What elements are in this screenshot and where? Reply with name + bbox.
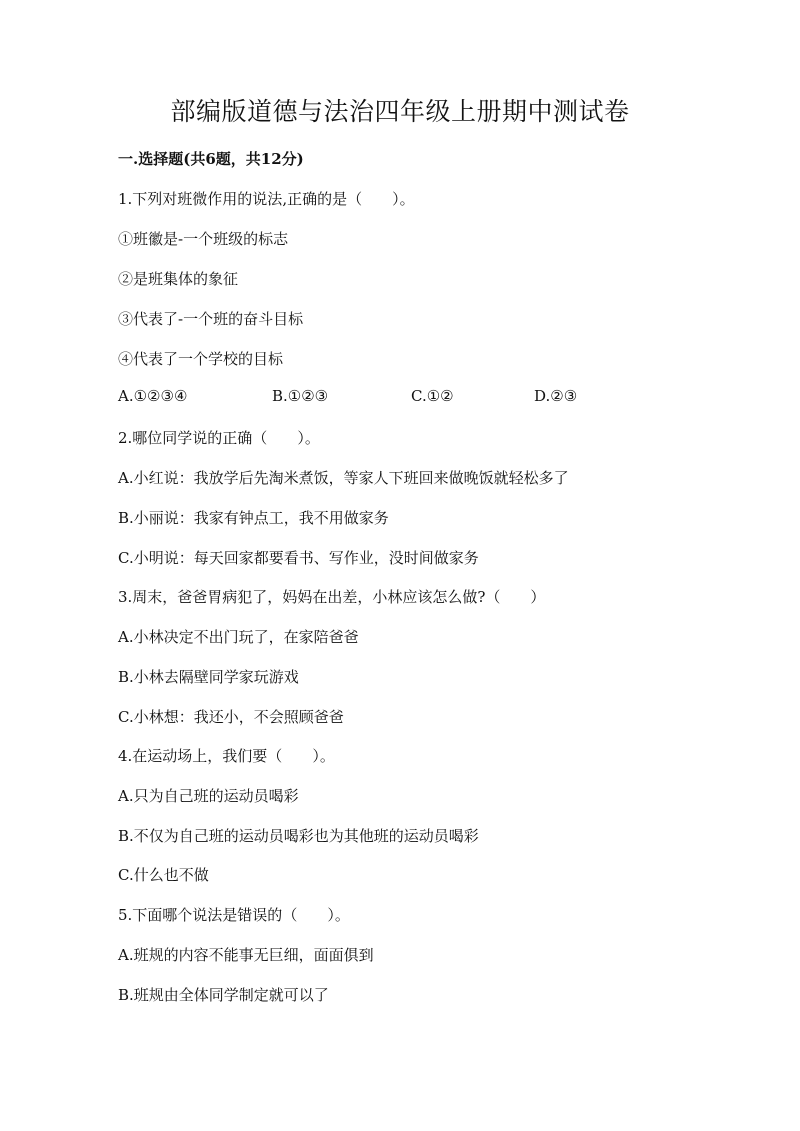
question-5-option-a: A.班规的内容不能事无巨细，面面俱到 — [118, 946, 374, 964]
question-4-option-b: B.不仅为自己班的运动员喝彩也为其他班的运动员喝彩 — [118, 827, 479, 845]
question-1-option-a: A.①②③④ — [118, 387, 188, 405]
question-2-option-c: C.小明说：每天回家都要看书、写作业，没时间做家务 — [118, 549, 479, 567]
question-4-stem: 4.在运动场上，我们要（ ）。 — [118, 747, 335, 765]
question-1-item: ①班徽是-一个班级的标志 — [118, 230, 289, 248]
question-1-item: ④代表了一个学校的目标 — [118, 350, 284, 368]
question-3-option-a: A.小林决定不出门玩了，在家陪爸爸 — [118, 628, 359, 646]
question-1-item: ②是班集体的象征 — [118, 270, 239, 288]
question-5-stem: 5.下面哪个说法是错误的（ ）。 — [118, 906, 350, 924]
question-1-option-c: C.①② — [411, 387, 454, 405]
page-title: 部编版道德与法治四年级上册期中测试卷 — [170, 97, 630, 126]
question-3-option-b: B.小林去隔壁同学家玩游戏 — [118, 668, 299, 686]
question-1-option-d: D.②③ — [534, 387, 578, 405]
question-4-option-a: A.只为自己班的运动员喝彩 — [118, 787, 299, 805]
question-3-stem: 3.周末，爸爸胃病犯了，妈妈在出差，小林应该怎么做?（ ） — [118, 588, 546, 606]
question-4-option-c: C.什么也不做 — [118, 866, 209, 884]
question-3-option-c: C.小林想：我还小，不会照顾爸爸 — [118, 708, 344, 726]
question-1-option-b: B.①②③ — [272, 387, 329, 405]
question-1-stem: 1.下列对班微作用的说法,正确的是（ ）。 — [118, 190, 415, 208]
question-2-option-a: A.小红说：我放学后先淘米煮饭，等家人下班回来做晚饭就轻松多了 — [118, 469, 569, 487]
section-heading: 一.选择题(共6题，共12分) — [118, 150, 304, 168]
question-1-item: ③代表了-一个班的奋斗目标 — [118, 310, 304, 328]
question-2-option-b: B.小丽说：我家有钟点工，我不用做家务 — [118, 509, 389, 527]
question-2-stem: 2.哪位同学说的正确（ ）。 — [118, 429, 320, 447]
question-5-option-b: B.班规由全体同学制定就可以了 — [118, 986, 329, 1004]
